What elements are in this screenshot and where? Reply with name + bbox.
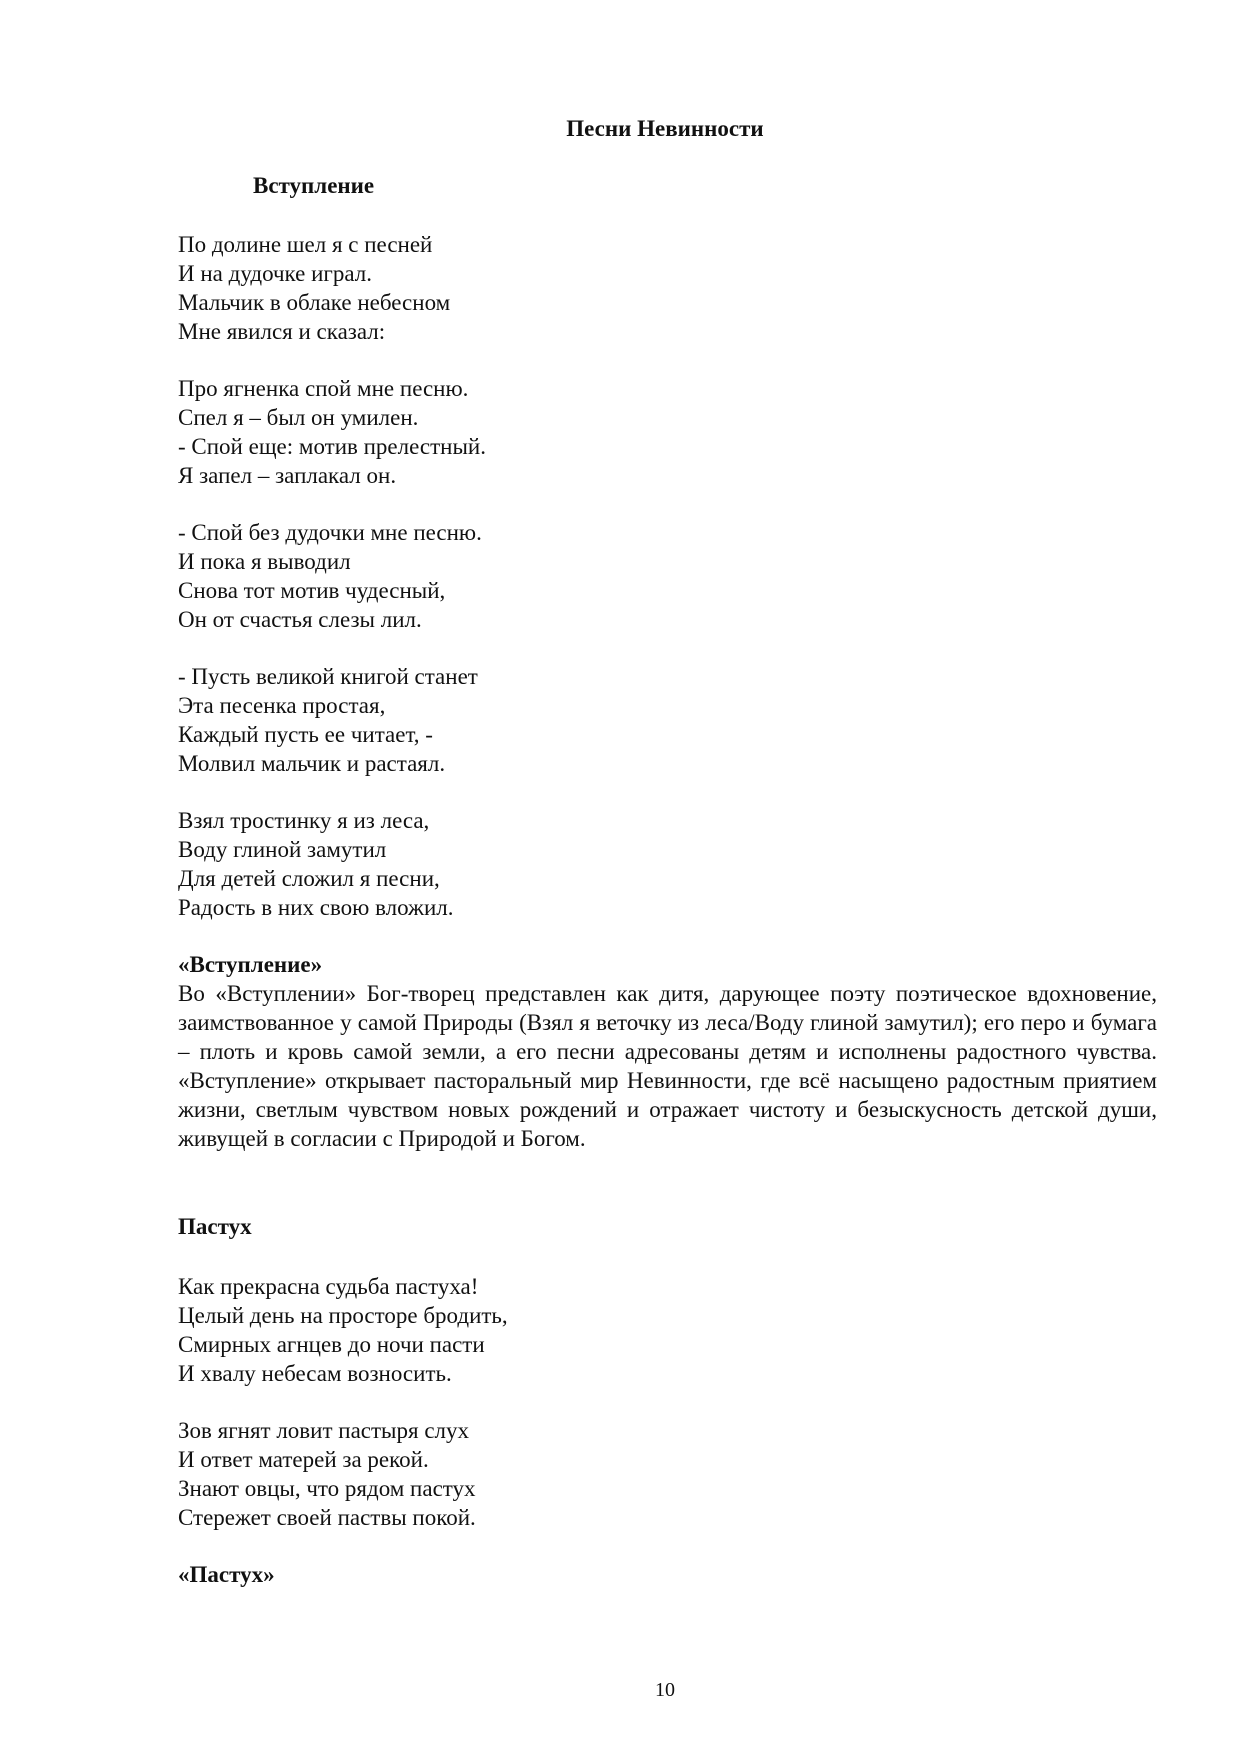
poem-stanza xyxy=(178,1416,476,1532)
poem-line: - Спой еще: мотив прелестный. xyxy=(178,434,486,459)
poem-stanza xyxy=(178,806,453,922)
poem-heading-shepherd: Пастух xyxy=(178,1214,252,1239)
page-number: 10 xyxy=(655,1679,675,1701)
poem-line: Смирных агнцев до ночи пасти xyxy=(178,1332,485,1357)
poem-line: Для детей сложил я песни, xyxy=(178,866,440,891)
poem-line: Радость в них свою вложил. xyxy=(178,895,454,920)
poem-line: Как прекрасна судьба пастуха! xyxy=(178,1274,479,1299)
poem-line: - Пусть великой книгой станет xyxy=(178,664,478,689)
poem-line: И ответ матерей за рекой. xyxy=(178,1447,429,1472)
poem-stanza xyxy=(178,230,450,346)
poem-line: Я запел – заплакал он. xyxy=(178,463,397,488)
poem-line: И хвалу небесам возносить. xyxy=(178,1361,452,1386)
poem-line: - Спой без дудочки мне песню. xyxy=(178,520,482,545)
poem-line: Воду глиной замутил xyxy=(178,837,387,862)
poem-heading-introduction: Вступление xyxy=(253,173,375,198)
poem-line: И на дудочке играл. xyxy=(178,261,372,286)
commentary-heading-introduction: «Вступление» xyxy=(178,952,323,977)
poem-stanza xyxy=(178,374,486,490)
poem-line: По долине шел я с песней xyxy=(178,232,433,257)
poem-line: Снова тот мотив чудесный, xyxy=(178,578,446,603)
commentary-paragraph: Во «Вступлении» Бог-творец представлен как дитя, дарующее поэту поэтическое вдохновение, заимствованное у самой Природы (Взял я веточку из леса/Воду глиной замутил); его перо и бумага – плоть и кровь самой земли, а его песни адресованы детям и исполнены радостного чувства. «Вступление» открывает пасторальный мир Невинности, где всё насыщено радостным приятием жизни, светлым чувством новых рождений и отражает чистоту и безыскусность детской души, живущей в согласии с Природой и Богом. xyxy=(178,981,1157,1151)
poem-line: Знают овцы, что рядом пастух xyxy=(178,1476,476,1501)
poem-line: Эта песенка простая, xyxy=(178,693,386,718)
poem-line: Мне явился и сказал: xyxy=(178,319,386,344)
poem-line: Стережет своей паствы покой. xyxy=(178,1505,476,1530)
poem-line: Взял тростинку я из леса, xyxy=(178,808,430,833)
poem-line: Зов ягнят ловит пастыря слух xyxy=(178,1418,470,1443)
poem-line: И пока я выводил xyxy=(178,549,351,574)
poem-line: Молвил мальчик и растаял. xyxy=(178,751,446,776)
poem-line: Он от счастья слезы лил. xyxy=(178,607,422,632)
poem-line: Каждый пусть ее читает, - xyxy=(178,722,433,747)
poem-line: Про ягненка спой мне песню. xyxy=(178,376,469,401)
poem-stanza xyxy=(178,662,478,778)
poem-line: Спел я – был он умилен. xyxy=(178,405,419,430)
poem-stanza xyxy=(178,1272,508,1388)
poem-line: Целый день на просторе бродить, xyxy=(178,1303,508,1328)
poem-stanza xyxy=(178,518,482,634)
commentary-heading-shepherd: «Пастух» xyxy=(178,1562,275,1587)
page-title: Песни Невинности xyxy=(566,116,764,141)
poem-line: Мальчик в облаке небесном xyxy=(178,290,451,315)
